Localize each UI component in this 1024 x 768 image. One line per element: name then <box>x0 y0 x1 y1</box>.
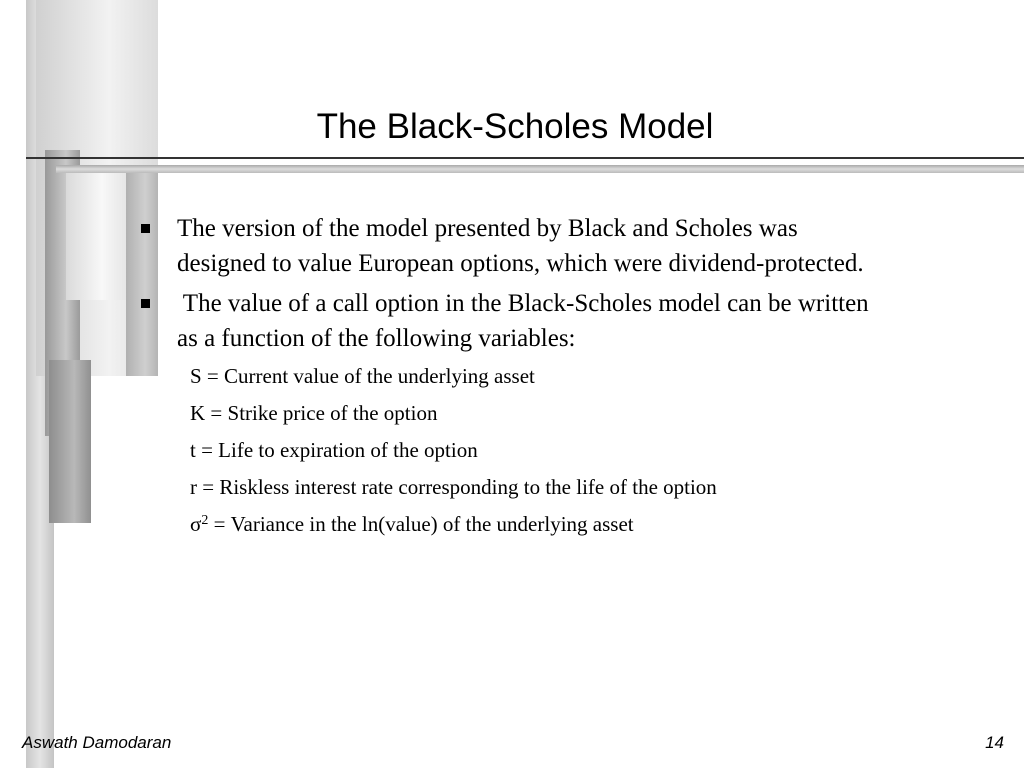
bullet-item <box>177 286 997 356</box>
exponent: 2 <box>201 513 209 528</box>
bullet-line: The version of the model presented by Black and Scholes was <box>177 215 798 242</box>
decorative-bar <box>66 172 126 300</box>
variable-item: r = Riskless interest rate corresponding to the life of the option <box>190 475 717 499</box>
bullet-square-icon <box>141 224 150 233</box>
bullet-line: The value of a call option in the Black-Scholes model can be written <box>177 290 869 317</box>
bullet-item <box>177 211 997 281</box>
variable-item: K = Strike price of the option <box>190 401 438 425</box>
title-divider-bar <box>56 165 1024 173</box>
page-number: 14 <box>985 733 1004 752</box>
bullet-line: as a function of the following variables: <box>177 325 576 352</box>
decorative-bar <box>49 360 91 523</box>
variable-item: S = Current value of the underlying asset <box>190 364 535 388</box>
variance-text: = Variance in the ln(value) of the underlying asset <box>208 512 634 536</box>
variable-item: t = Life to expiration of the option <box>190 438 478 462</box>
title-divider-line <box>26 157 1024 159</box>
bullet-line: designed to value European options, which were dividend-protected. <box>177 250 864 277</box>
bullet-square-icon <box>141 299 150 308</box>
footer-author: Aswath Damodaran <box>22 733 172 752</box>
slide-title: The Black-Scholes Model <box>316 107 714 146</box>
variable-item-variance <box>190 510 634 538</box>
decorative-bar <box>126 172 158 376</box>
sigma-symbol: σ <box>190 512 202 536</box>
